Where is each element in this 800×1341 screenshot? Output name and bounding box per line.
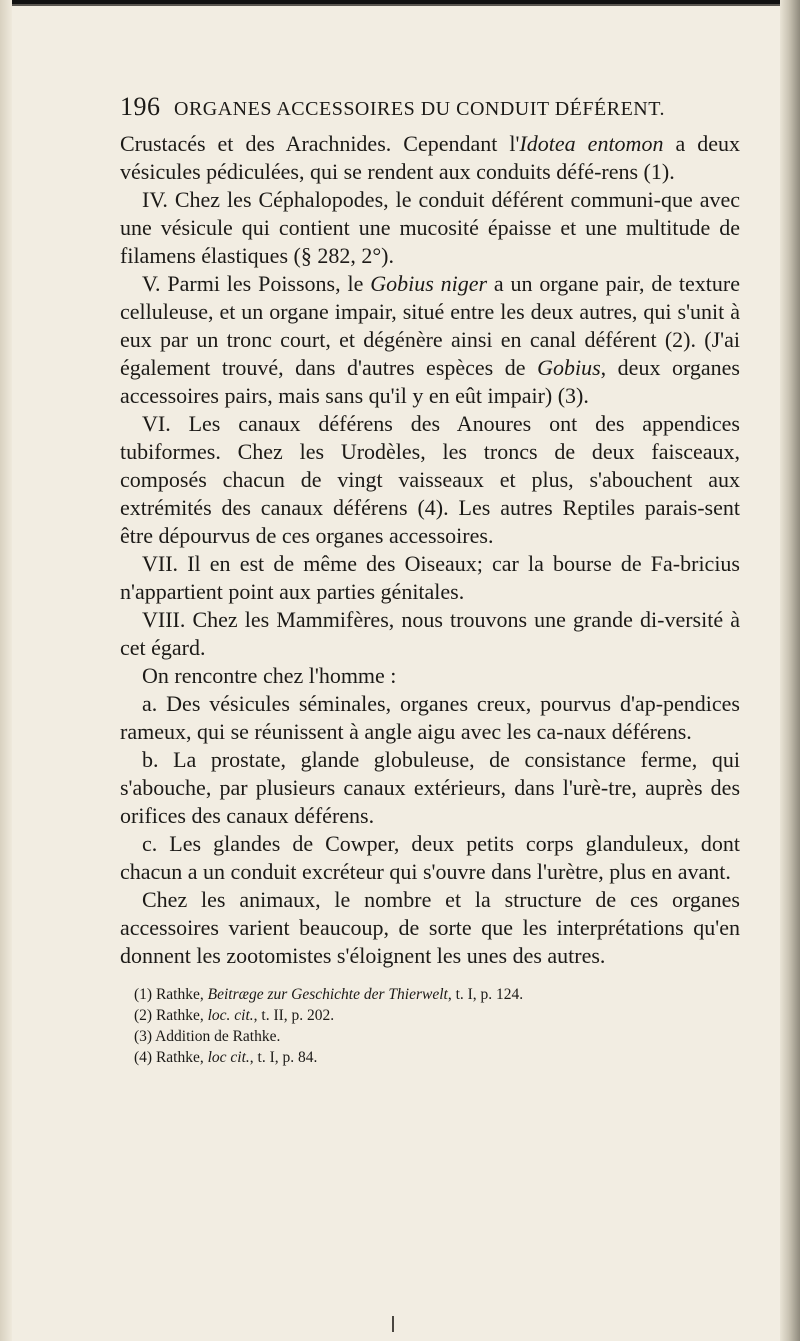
- page-left-edge: [0, 0, 12, 1341]
- paragraph-cephalopodes: [120, 186, 740, 270]
- text-run: , t. I, p. 84.: [249, 1049, 318, 1066]
- text-run: (3) Addition de Rathke.: [134, 1028, 281, 1045]
- text-run: , t. I, p. 124.: [447, 986, 524, 1003]
- paragraph-cowper: [120, 830, 740, 886]
- paragraph-continuation: [120, 130, 740, 186]
- text-run: a un organe pair, de texture celluleuse, et un organe impair, situé entre les deux autres, qui s'unit à eux par un tronc court, et dégénère ainsi en canal déférent (2). (J'ai également trouvé, dans d'autres espèces de: [120, 271, 741, 380]
- text-run: a. Des vésicules séminales, organes creux, pourvus d'ap-pendices rameux, qui se réunissent à angle aigu avec les ca-naux déférens.: [120, 691, 740, 744]
- text-run: IV. Chez les Céphalopodes, le conduit déférent communi-que avec une vésicule qui contient une mucosité épaisse et une multitude de filamens élastiques (§ 282, 2°).: [120, 187, 740, 268]
- text-run: (4) Rathke,: [134, 1049, 208, 1066]
- footnotes: [120, 984, 740, 1068]
- text-run: , deux organes accessoires pairs, mais sans qu'il y en eût impair) (3).: [120, 355, 740, 408]
- footnote: [134, 1047, 740, 1068]
- book-page: [120, 92, 740, 1068]
- running-header: [120, 92, 740, 122]
- text-run: b. La prostate, glande globuleuse, de consistance ferme, qui s'abouche, par plusieurs canaux extérieurs, dans l'urè-tre, auprès des orifices des canaux déférens.: [120, 747, 740, 828]
- text-run: Crustacés et des Arachnides. Cependant l': [120, 131, 520, 156]
- text-run: a deux vésicules pédiculées, qui se rendent aux conduits défé-rens (1).: [120, 131, 741, 184]
- text-run: VIII. Chez les Mammifères, nous trouvons une grande di-versité à cet égard.: [120, 607, 740, 660]
- text-run: VI. Les canaux déférens des Anoures ont des appendices tubiformes. Chez les Urodèles, les troncs de deux faisceaux, composés chacun de vingt vaisseaux et plus, s'abouchent aux extrémités des canaux déférens (4). Les autres Reptiles parais-sent être dépourvus de ces organes accessoires.: [120, 411, 740, 548]
- text-run: (1) Rathke,: [134, 986, 208, 1003]
- footnote: [134, 1026, 740, 1047]
- text-run: Chez les animaux, le nombre et la structure de ces organes accessoires varient beaucoup, de sorte que les interprétations qu'en donnent les zootomistes s'éloignent les unes des autres.: [120, 887, 740, 968]
- footnote: [134, 1005, 740, 1026]
- species-name: Gobius niger: [370, 271, 488, 296]
- text-run: (2) Rathke,: [134, 1007, 208, 1024]
- paragraph-anoures: [120, 410, 740, 550]
- text-run: On rencontre chez l'homme :: [142, 663, 397, 688]
- page-binding-edge: [780, 0, 800, 1341]
- paragraph-vesicules: [120, 690, 740, 746]
- paragraph-prostate: [120, 746, 740, 830]
- printer-mark: [392, 1316, 394, 1332]
- page-number: 196: [120, 92, 161, 121]
- paragraph-mammiferes: [120, 606, 740, 662]
- text-run: VII. Il en est de même des Oiseaux; car la bourse de Fa-bricius n'appartient point aux parties génitales.: [120, 551, 740, 604]
- running-title: ORGANES ACCESSOIRES DU CONDUIT DÉFÉRENT.: [174, 98, 665, 120]
- text-run: , t. II, p. 202.: [253, 1007, 335, 1024]
- text-run: V. Parmi les Poissons, le: [142, 271, 371, 296]
- genus-name: Gobius: [537, 355, 601, 380]
- work-title: Beitræge zur Geschichte der Thierwelt: [207, 986, 448, 1003]
- paragraph-animaux: [120, 886, 740, 970]
- page-top-edge: [0, 0, 800, 14]
- footnote: [134, 984, 740, 1005]
- paragraph-homme: [120, 662, 740, 690]
- citation-abbrev: loc. cit.: [207, 1007, 254, 1024]
- paragraph-poissons: [120, 270, 740, 410]
- species-name: Idotea entomon: [519, 131, 664, 156]
- paragraph-oiseaux: [120, 550, 740, 606]
- text-run: c. Les glandes de Cowper, deux petits corps glanduleux, dont chacun a un conduit excréteur qui s'ouvre dans l'urètre, plus en avant.: [120, 831, 740, 884]
- citation-abbrev: loc cit.: [207, 1049, 250, 1066]
